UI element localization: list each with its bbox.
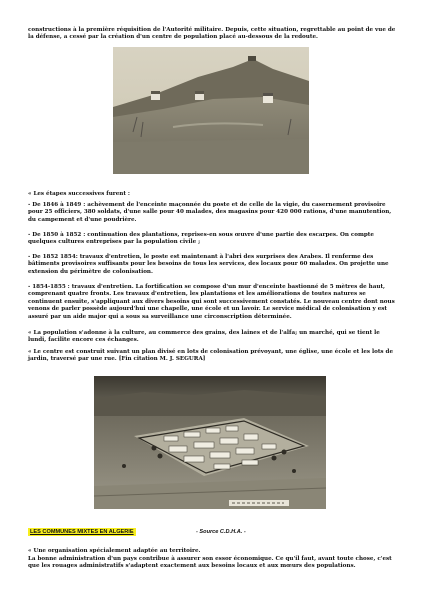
aerial-photo-image [94, 376, 326, 509]
population-paragraph: « La population s'adonne à la culture, au commerce des grains, des laines et de l'alfa; un marché, qui se tient le lundi, facilite encore ces échanges. [28, 330, 380, 344]
step-1850: - De 1850 à 1852 : continuation des plantations, reprises-en sous œuvre d'une partie des escarpes. On compte quelques cultures entreprises par la population civile ; [28, 232, 374, 246]
communes-mixtes-heading: LES COMMUNES MIXTES EN ALGERIE [30, 529, 134, 535]
source-label: - Source C.D.H.A. - [196, 529, 246, 535]
step-1852: - De 1852 1854: travaux d'entretien, le poste est maintenant à l'abri des surprises des Arabes. Il renferme des bâtiments provisoires suffisants pour les besoins de tous les services, des locaux pour 60 malades. On projette une extension du périmètre de colonisation. [28, 254, 389, 275]
step-1846: - De 1846 à 1849 : achèvement de l'enceinte maçonnée du poste et de celle de la vigie, du casernement provisoire pour 25 officiers, 380 soldats, d'une salle pour 40 malades, des magasins pour 420 000 rations, d'une manutention, du campement et d'une poudrière. [28, 202, 392, 223]
top-paragraph: constructions à la première réquisition de l'Autorité militaire. Depuis, cette situation, regrettable au point de vue de la défense, a cessé par la création d'un centre de population placé au-dessous de la redoute. [28, 27, 396, 41]
organisation-line: « Une organisation spécialement adaptée au territoire. [28, 548, 201, 554]
hill-photo [113, 47, 309, 174]
aerial-settlement-photo [94, 376, 326, 509]
step-1854: - 1854-1855 : travaux d'entretien. La fortification se compose d'un mur d'enceinte bastionné de 5 mètres de haut, comprenant quatre fronts. Les travaux d'entretien, les plantations et les améliorations de toutes natures se continuent ensuite, s'appliquant aux divers besoins qui sont successivement constatés. Le nouveau centre dont nous venons de parler possède aujourd'hui une chapelle, une école et un lavoir. Le service médical de colonisation y est assuré par un aide major qui a sous sa surveillance une circonscription déterminée. [28, 284, 395, 320]
administration-paragraph: La bonne administration d'un pays contribue à assurer son essor économique. Ce qu'il faut, avant toute chose, c'est que les rouages administratifs s'adaptent exactement aux besoins locaux et aux mœurs des populations. [28, 556, 392, 570]
hill-photo-image [113, 47, 309, 174]
centre-paragraph: « Le centre est construit suivant un plan divisé en lots de colonisation prévoyant, une église, une école et les lots de jardin, traversé par une rue. [Fin citation M. J. SEGURA] [28, 349, 394, 363]
intro-line: « Les étapes successives furent : [28, 191, 130, 197]
